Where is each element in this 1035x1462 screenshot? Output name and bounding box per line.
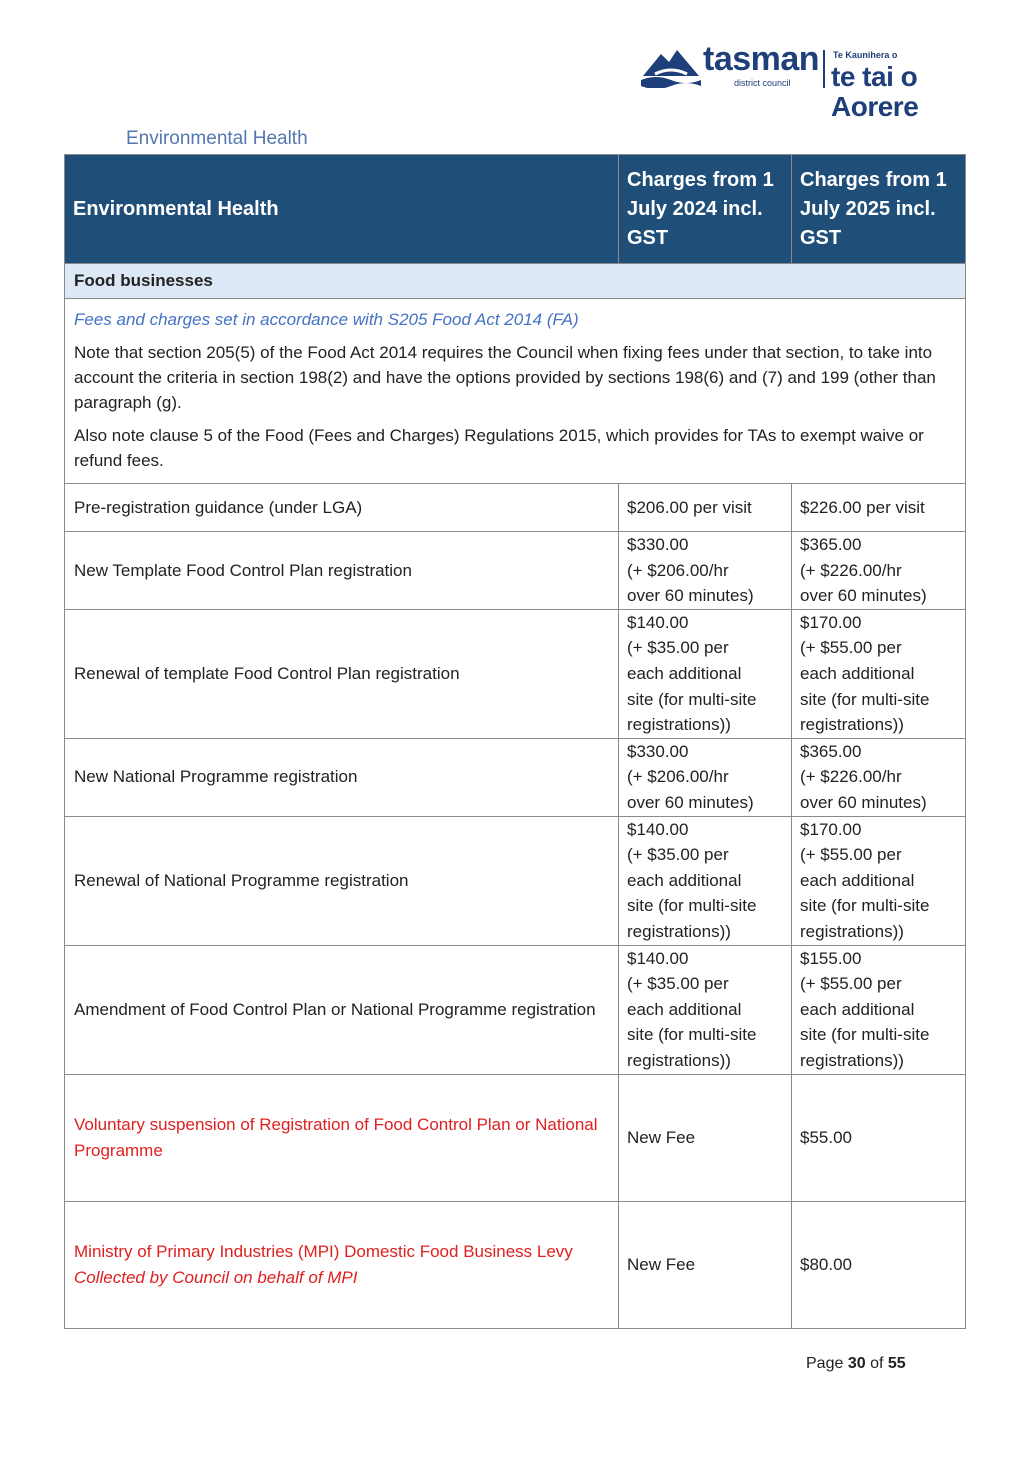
table-row: [65, 1201, 966, 1328]
intro-cell: [65, 299, 966, 484]
row-fee-2025: $80.00: [792, 1201, 966, 1328]
mountain-logo-icon: [641, 44, 701, 88]
row-fee-2024: New Fee: [619, 1074, 792, 1201]
row-fee-2024: $330.00 (+ $206.00/hr over 60 minutes): [619, 532, 792, 610]
brand-maori-small: Te Kaunihera o: [833, 50, 898, 60]
brand-maori-name: te tai o Aorere: [831, 61, 919, 122]
table-row: [65, 816, 966, 945]
row-name: Renewal of template Food Control Plan registration: [65, 609, 619, 738]
brand-subtitle: district council: [734, 78, 791, 88]
table-row: [65, 532, 966, 610]
row-fee-2024: $330.00 (+ $206.00/hr over 60 minutes): [619, 738, 792, 816]
table-row: [65, 609, 966, 738]
fees-table: [64, 154, 966, 1329]
header-2024: Charges from 1 July 2024 incl. GST: [619, 155, 792, 264]
row-note: Collected by Council on behalf of MPI: [74, 1267, 358, 1287]
council-logo: [641, 38, 1006, 122]
row-name: Pre-registration guidance (under LGA): [65, 484, 619, 532]
row-fee-2025: $365.00 (+ $226.00/hr over 60 minutes): [792, 532, 966, 610]
intro-para-2: Also note clause 5 of the Food (Fees and Charges) Regulations 2015, which provides for TAs to exempt waive or refund fees.: [74, 426, 924, 470]
subheading-food-businesses: Food businesses: [65, 264, 966, 299]
header-2025: Charges from 1 July 2025 incl. GST: [792, 155, 966, 264]
table-header-row: [65, 155, 966, 264]
row-fee-2025: $226.00 per visit: [792, 484, 966, 532]
row-fee-2025: $170.00 (+ $55.00 per each additional site (for multi-site registrations)): [792, 816, 966, 945]
intro-para-1: Note that section 205(5) of the Food Act 2014 requires the Council when fixing fees under that section, to take into account the criteria in section 198(2) and have the options provided by sections 198(6) and (7) and 199 (other than paragraph (g).: [74, 343, 936, 412]
page-current: 30: [847, 1355, 866, 1372]
row-fee-2024: $140.00 (+ $35.00 per each additional site (for multi-site registrations)): [619, 609, 792, 738]
page-of: of: [870, 1355, 884, 1372]
row-fee-2025: $170.00 (+ $55.00 per each additional site (for multi-site registrations)): [792, 609, 966, 738]
table-row: [65, 1074, 966, 1201]
subheading-row: [65, 264, 966, 299]
header-service: Environmental Health: [65, 155, 619, 264]
row-fee-2024: New Fee: [619, 1201, 792, 1328]
page-total: 55: [887, 1355, 906, 1372]
intro-blue-note: Fees and charges set in accordance with S205 Food Act 2014 (FA): [74, 310, 579, 329]
row-name: New Template Food Control Plan registration: [65, 532, 619, 610]
table-row: [65, 738, 966, 816]
section-label: Environmental Health: [126, 128, 308, 149]
intro-row: [65, 299, 966, 484]
row-name: Amendment of Food Control Plan or National Programme registration: [65, 945, 619, 1074]
row-name: Renewal of National Programme registration: [65, 816, 619, 945]
row-fee-2025: $155.00 (+ $55.00 per each additional site (for multi-site registrations)): [792, 945, 966, 1074]
row-fee-2025: $365.00 (+ $226.00/hr over 60 minutes): [792, 738, 966, 816]
row-fee-2024: $206.00 per visit: [619, 484, 792, 532]
logo-divider: [823, 50, 825, 88]
row-name: Ministry of Primary Industries (MPI) Domestic Food Business Levy: [74, 1241, 573, 1261]
row-fee-2024: $140.00 (+ $35.00 per each additional site (for multi-site registrations)): [619, 945, 792, 1074]
brand-name: tasman: [703, 40, 820, 78]
row-fee-2024: $140.00 (+ $35.00 per each additional site (for multi-site registrations)): [619, 816, 792, 945]
row-name: New National Programme registration: [65, 738, 619, 816]
page-number: [806, 1355, 906, 1373]
row-name-cell: [65, 1201, 619, 1328]
row-name: Voluntary suspension of Registration of Food Control Plan or National Programme: [65, 1074, 619, 1201]
page-prefix: Page: [806, 1355, 844, 1372]
table-row: [65, 945, 966, 1074]
row-fee-2025: $55.00: [792, 1074, 966, 1201]
table-row: [65, 484, 966, 532]
